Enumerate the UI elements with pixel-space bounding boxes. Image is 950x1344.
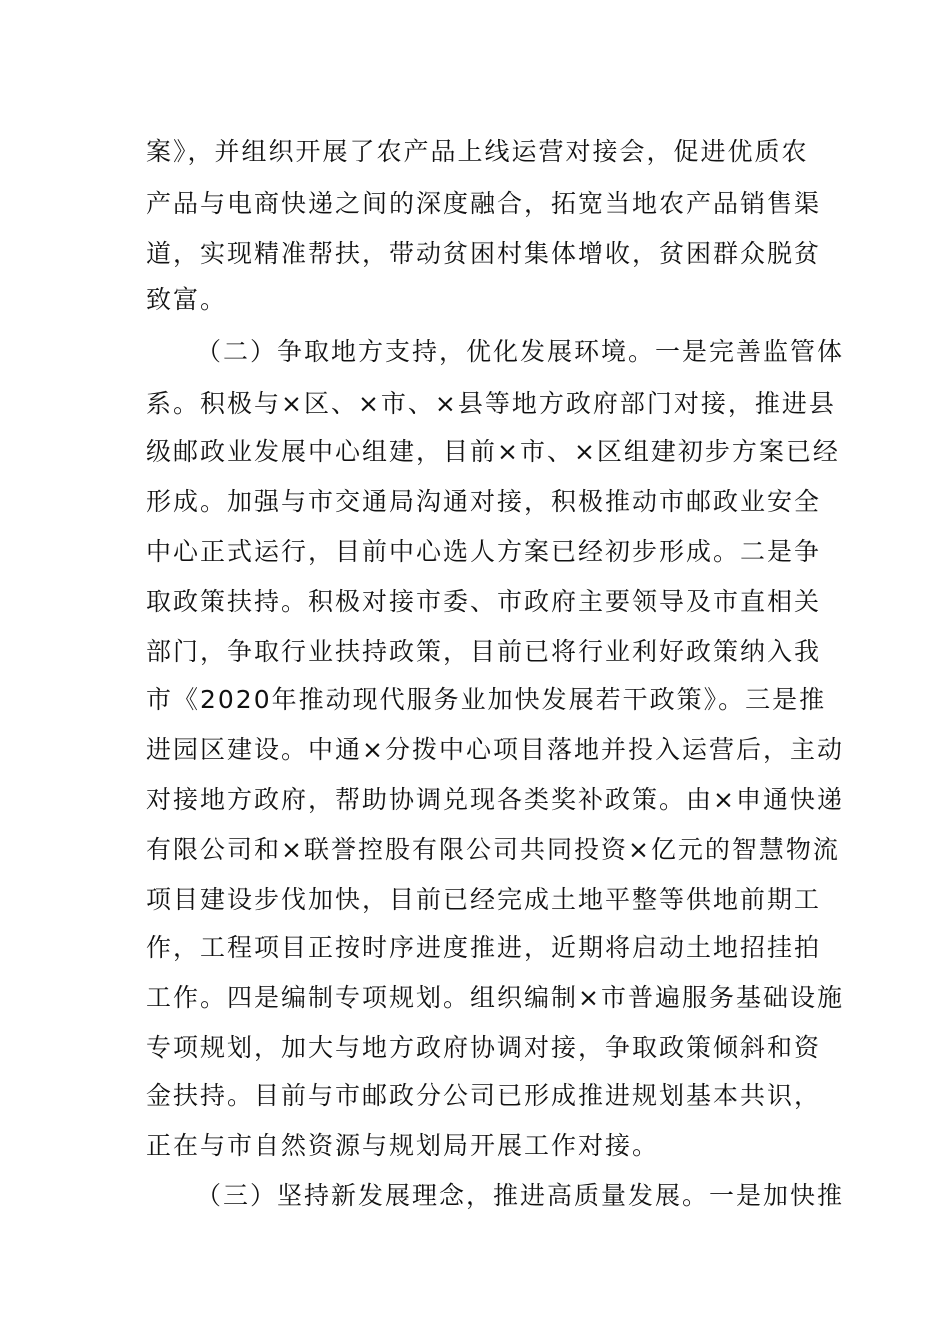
text-line: 市《2020年推动现代服务业加快发展若干政策》。三是推 [146,685,827,714]
text-line: 中心正式运行，目前中心选人方案已经初步形成。二是争 [146,537,822,566]
text-line: 工作。四是编制专项规划。组织编制×市普遍服务基础设施 [146,983,844,1012]
text-line: 案》，并组织开展了农产品上线运营对接会，促进优质农 [146,137,809,166]
text-line: 项目建设步伐加快，目前已经完成土地平整等供地前期工 [146,885,822,914]
text-line: 作，工程项目正按时序进度推进，近期将启动土地招挂拍 [146,933,822,962]
text-line: 有限公司和×联誉控股有限公司共同投资×亿元的智慧物流 [146,835,840,864]
text-line: 进园区建设。中通×分拨中心项目落地并投入运营后，主动 [146,735,844,764]
text-line: 部门，争取行业扶持政策，目前已将行业利好政策纳入我 [146,637,822,666]
text-line: 专项规划，加大与地方政府协调对接，争取政策倾斜和资 [146,1033,822,1062]
text-line: 级邮政业发展中心组建，目前×市、×区组建初步方案已经 [146,437,840,466]
text-line: 产品与电商快递之间的深度融合，拓宽当地农产品销售渠 [146,189,822,218]
text-line: 形成。加强与市交通局沟通对接，积极推动市邮政业安全 [146,487,822,516]
paragraph-2-first-line: （二）争取地方支持，优化发展环境。一是完善监管体 [196,337,845,366]
text-line: 道，实现精准帮扶，带动贫困村集体增收，贫困群众脱贫 [146,239,822,268]
text-line: 对接地方政府，帮助协调兑现各类奖补政策。由×申通快递 [146,785,844,814]
text-line: 正在与市自然资源与规划局开展工作对接。 [146,1131,660,1160]
text-line: 系。积极与×区、×市、×县等地方政府部门对接，推进县 [146,389,836,418]
text-line: 金扶持。目前与市邮政分公司已形成推进规划基本共识， [146,1081,822,1110]
text-line: 致富。 [146,285,228,314]
paragraph-3-first-line: （三）坚持新发展理念，推进高质量发展。一是加快推 [196,1181,845,1210]
text-line: 取政策扶持。积极对接市委、市政府主要领导及市直相关 [146,587,822,616]
